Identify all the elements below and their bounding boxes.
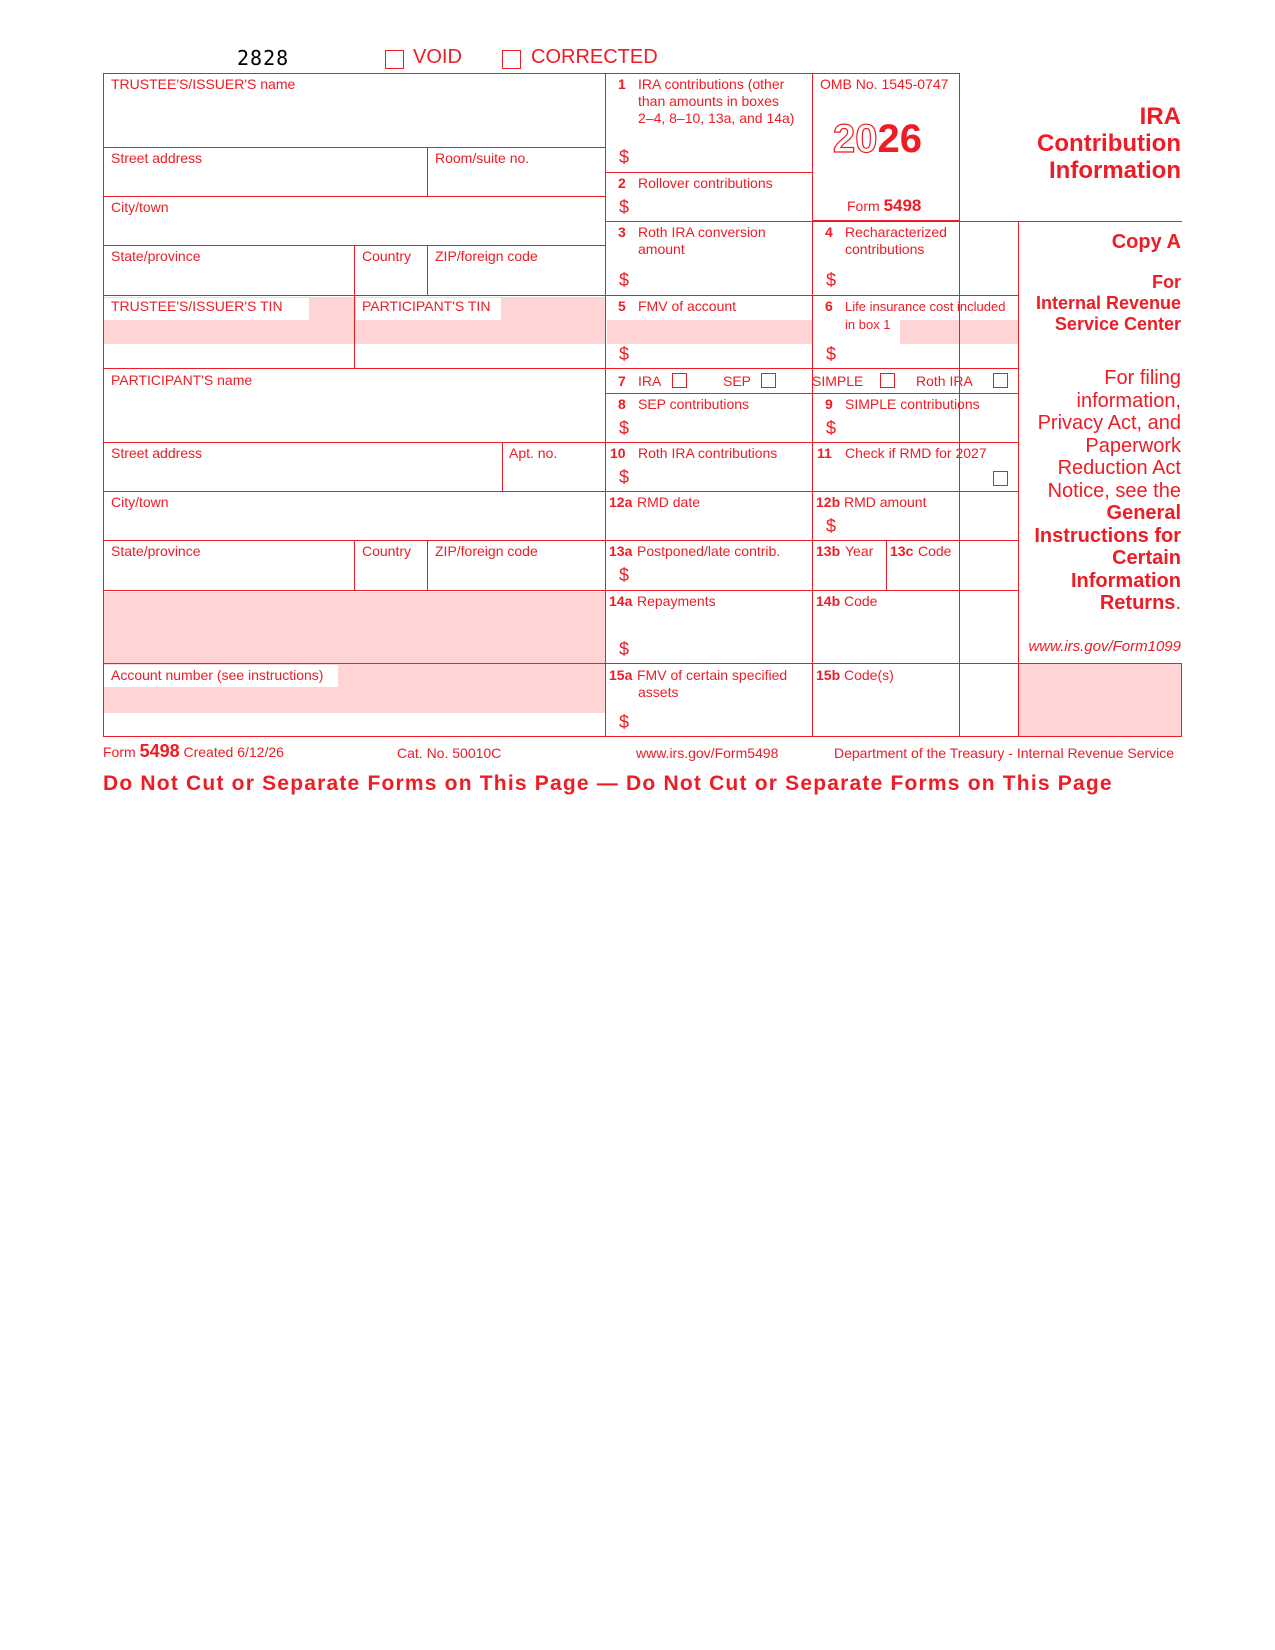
trustee-name-field[interactable] — [111, 98, 595, 144]
trustee-country-field[interactable] — [362, 268, 426, 292]
omb-number: OMB No. 1545-0747 — [820, 76, 949, 92]
tax-year-outline: 20 — [833, 117, 878, 161]
box6-dollar: $ — [826, 344, 837, 364]
corrected-label: CORRECTED — [531, 46, 658, 68]
box7-ira-label: IRA — [638, 373, 662, 389]
trustee-country-label: Country — [362, 248, 412, 264]
box11-checkbox[interactable] — [993, 471, 1008, 486]
box12b-dollar: $ — [826, 516, 837, 536]
trustee-room-field[interactable] — [435, 170, 599, 194]
trustee-city-label: City/town — [111, 199, 169, 215]
box14a-number: 14a — [609, 593, 633, 609]
box7-ira-checkbox[interactable] — [672, 373, 687, 388]
box15a-dollar: $ — [619, 712, 630, 732]
box4-label-line1: Recharacterized — [845, 224, 947, 240]
footer-website[interactable]: www.irs.gov/Form5498 — [636, 745, 779, 761]
box3-label-line2: amount — [638, 241, 685, 257]
participant-country-field[interactable] — [362, 563, 426, 587]
box1-label-line1: IRA contributions (other — [638, 76, 785, 92]
box14b-label: Code — [844, 593, 878, 609]
title-line-3: Information — [1049, 157, 1181, 184]
box8-number: 8 — [618, 396, 626, 412]
corrected-checkbox[interactable] — [502, 50, 521, 69]
form-title — [990, 103, 1181, 184]
box4-label-line2: contributions — [845, 241, 925, 257]
box11-number: 11 — [817, 445, 832, 461]
box12a-number: 12a — [609, 494, 633, 510]
participant-apt-label: Apt. no. — [509, 445, 558, 461]
trustee-tin-label: TRUSTEE'S/ISSUER'S TIN — [111, 298, 283, 314]
website-side-link[interactable]: www.irs.gov/Form1099 — [1028, 638, 1181, 655]
box7-simple-checkbox[interactable] — [880, 373, 895, 388]
participant-tin-label: PARTICIPANT'S TIN — [362, 298, 491, 314]
box1-label-line2: than amounts in boxes — [638, 93, 779, 109]
participant-name-label: PARTICIPANT'S name — [111, 372, 253, 388]
for-line-1: For — [1152, 272, 1181, 292]
for-line-2: Internal Revenue — [1035, 293, 1181, 313]
trustee-tin-field[interactable] — [111, 344, 350, 368]
box7-roth-label: Roth IRA — [916, 373, 973, 389]
box5-label: FMV of account — [638, 298, 737, 314]
box5-dollar: $ — [619, 344, 630, 364]
box15a-label-line2: assets — [638, 684, 679, 700]
box13a-number: 13a — [609, 543, 633, 559]
box9-amount-field[interactable] — [843, 418, 1017, 442]
box12a-label: RMD date — [637, 494, 701, 510]
trustee-room-label: Room/suite no. — [435, 150, 530, 166]
trustee-street-field[interactable] — [111, 170, 425, 194]
participant-zip-field[interactable] — [435, 563, 599, 587]
box11-label: Check if RMD for 2027 — [845, 445, 987, 461]
box3-label-line1: Roth IRA conversion — [638, 224, 766, 240]
tax-year-bold: 26 — [877, 117, 922, 161]
participant-street-label: Street address — [111, 445, 203, 461]
box12b-label: RMD amount — [844, 494, 927, 510]
box9-label: SIMPLE contributions — [845, 396, 980, 412]
box14a-amount-field[interactable] — [636, 639, 810, 663]
trustee-zip-label: ZIP/foreign code — [435, 248, 538, 264]
box12b-amount-field[interactable] — [843, 516, 1017, 540]
box13a-dollar: $ — [619, 565, 630, 585]
form-number-header — [847, 196, 921, 216]
trustee-street-label: Street address — [111, 150, 203, 166]
trustee-name-label: TRUSTEE'S/ISSUER'S name — [111, 76, 296, 92]
title-line-1: IRA — [1139, 103, 1181, 130]
box7-sep-checkbox[interactable] — [761, 373, 776, 388]
box3-dollar: $ — [619, 270, 630, 290]
box2-amount-field[interactable] — [636, 197, 810, 221]
trustee-city-field[interactable] — [111, 219, 595, 243]
box3-amount-field[interactable] — [636, 270, 810, 294]
box10-label: Roth IRA contributions — [638, 445, 778, 461]
box7-simple-label: SIMPLE — [812, 373, 864, 389]
box15b-label: Code(s) — [844, 667, 894, 683]
box13b-label: Year — [845, 543, 874, 559]
box13a-amount-field[interactable] — [636, 565, 810, 589]
participant-state-label: State/province — [111, 543, 201, 559]
account-number-label: Account number (see instructions) — [111, 667, 324, 683]
box10-amount-field[interactable] — [636, 467, 810, 491]
participant-name-field[interactable] — [111, 393, 595, 439]
copy-a-label: Copy A — [1111, 231, 1181, 253]
box5-amount-field[interactable] — [636, 344, 810, 368]
for-irs-center — [1020, 272, 1181, 335]
participant-apt-field[interactable] — [509, 465, 603, 489]
box13b-number: 13b — [816, 543, 841, 559]
footer-cat-number: Cat. No. 50010C — [397, 745, 502, 761]
participant-street-field[interactable] — [111, 465, 500, 489]
trustee-state-field[interactable] — [111, 268, 350, 292]
filing-info-notice: For filing information, Privacy Act, and Paperwork Reduction Act Notice, see the General Instructions for Certain Information Returns. — [1034, 367, 1181, 614]
box2-dollar: $ — [619, 197, 630, 217]
box14b-code-field[interactable] — [816, 639, 1018, 663]
box4-dollar: $ — [826, 270, 837, 290]
box12b-number: 12b — [816, 494, 841, 510]
box15a-amount-field[interactable] — [636, 712, 810, 736]
box3-number: 3 — [618, 224, 626, 240]
box6-number: 6 — [825, 298, 833, 314]
box12a-date-field[interactable] — [617, 514, 809, 538]
box1-amount-field[interactable] — [636, 148, 810, 172]
box13a-label: Postponed/late contrib. — [637, 543, 781, 559]
box10-dollar: $ — [619, 467, 630, 487]
participant-state-field[interactable] — [111, 563, 350, 587]
box1-dollar: $ — [619, 147, 630, 167]
participant-city-label: City/town — [111, 494, 169, 510]
box13b-year-field[interactable] — [816, 565, 886, 589]
footer-form-id: Form 5498 Created 6/12/26 — [103, 741, 284, 761]
trustee-zip-field[interactable] — [435, 268, 599, 292]
box6-amount-field[interactable] — [843, 344, 1017, 368]
box13c-number: 13c — [890, 543, 914, 559]
box5-number: 5 — [618, 298, 626, 314]
do-not-cut-banner: Do Not Cut or Separate Forms on This Page — Do Not Cut or Separate Forms on This Page — [103, 772, 1113, 795]
box14a-dollar: $ — [619, 639, 630, 659]
void-checkbox[interactable] — [385, 50, 404, 69]
participant-zip-label: ZIP/foreign code — [435, 543, 538, 559]
box7-number: 7 — [618, 373, 626, 389]
for-line-3: Service Center — [1054, 314, 1181, 334]
form-word: Form — [847, 198, 880, 214]
box13c-code-field[interactable] — [890, 565, 1018, 589]
box8-amount-field[interactable] — [636, 418, 810, 442]
box8-label: SEP contributions — [638, 396, 750, 412]
participant-country-label: Country — [362, 543, 412, 559]
box10-number: 10 — [610, 445, 626, 461]
box4-number: 4 — [825, 224, 833, 240]
void-label: VOID — [413, 46, 462, 68]
box15b-number: 15b — [816, 667, 841, 683]
copy-shade — [1019, 664, 1181, 736]
box9-number: 9 — [825, 396, 833, 412]
participant-city-field[interactable] — [111, 514, 595, 538]
box7-roth-checkbox[interactable] — [993, 373, 1008, 388]
box2-number: 2 — [618, 175, 626, 191]
footer-department: Department of the Treasury - Internal Revenue Service — [834, 745, 1175, 761]
box13c-label: Code — [918, 543, 952, 559]
box8-dollar: $ — [619, 418, 630, 438]
box9-dollar: $ — [826, 418, 837, 438]
box6-label-line1: Life insurance cost included — [845, 299, 1006, 314]
box7-sep-label: SEP — [723, 373, 752, 389]
box1-label-line3: 2–4, 8–10, 13a, and 14a) — [638, 110, 795, 126]
tax-year — [833, 117, 922, 161]
form-id-code: 2828 — [237, 46, 290, 70]
box14a-label: Repayments — [637, 593, 716, 609]
account-number-field[interactable] — [111, 712, 595, 736]
box6-label-line2: in box 1 — [845, 317, 891, 332]
trustee-state-label: State/province — [111, 248, 201, 264]
box15a-label-line1: FMV of certain specified — [637, 667, 788, 683]
box15a-number: 15a — [609, 667, 633, 683]
box1-number: 1 — [618, 76, 626, 92]
box14b-number: 14b — [816, 593, 841, 609]
box2-label: Rollover contributions — [638, 175, 773, 191]
box15b-code-field[interactable] — [816, 712, 1018, 736]
participant-tin-field[interactable] — [362, 344, 601, 368]
form-number: 5498 — [883, 196, 922, 215]
title-line-2: Contribution — [1037, 130, 1181, 157]
box4-amount-field[interactable] — [843, 270, 1017, 294]
